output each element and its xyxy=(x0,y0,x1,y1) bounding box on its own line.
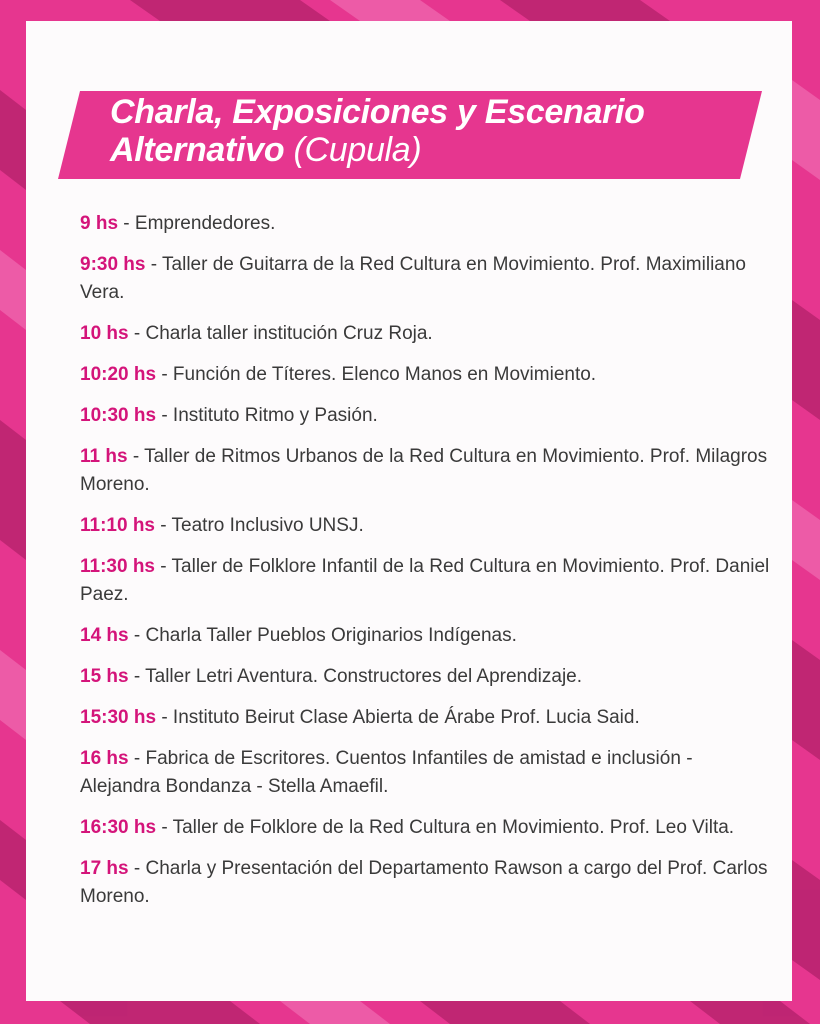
schedule-item xyxy=(80,402,770,430)
schedule-item xyxy=(80,553,770,609)
schedule-time: 16 hs xyxy=(80,748,129,769)
title-light: (Cupula) xyxy=(293,131,422,169)
schedule-item xyxy=(80,622,770,650)
schedule-item xyxy=(80,814,770,842)
schedule-time: 15:30 hs xyxy=(80,707,157,728)
schedule-item xyxy=(80,855,770,911)
schedule-time: 16:30 hs xyxy=(80,817,157,838)
schedule-description: - Taller de Folklore Infantil de la Red Cultura en Movimiento. Prof. Daniel Paez. xyxy=(80,556,770,605)
schedule-time: 17 hs xyxy=(80,858,129,879)
schedule-item xyxy=(80,320,770,348)
schedule-time: 10 hs xyxy=(80,323,129,344)
schedule-description: - Función de Títeres. Elenco Manos en Movimiento. xyxy=(156,364,597,385)
schedule-description: - Taller de Ritmos Urbanos de la Red Cultura en Movimiento. Prof. Milagros Moreno. xyxy=(80,446,768,495)
schedule-description: - Taller Letri Aventura. Constructores del Aprendizaje. xyxy=(128,666,583,687)
schedule-item xyxy=(80,443,770,499)
schedule-description: - Emprendedores. xyxy=(118,213,276,234)
schedule-description: - Fabrica de Escritores. Cuentos Infantiles de amistad e inclusión - Alejandra Bondanza - Stella Amaefil. xyxy=(80,748,693,797)
schedule-description: - Charla y Presentación del Departamento Rawson a cargo del Prof. Carlos Moreno. xyxy=(80,858,768,907)
schedule-time: 10:30 hs xyxy=(80,405,157,426)
schedule-time: 15 hs xyxy=(80,666,129,687)
schedule-item xyxy=(80,210,770,238)
schedule-time: 14 hs xyxy=(80,625,129,646)
schedule-item xyxy=(80,704,770,732)
schedule-item xyxy=(80,512,770,540)
schedule-time: 9 hs xyxy=(80,213,119,234)
title-bold: Charla, Exposiciones y Escenario Alternativo xyxy=(110,93,645,169)
schedule-item xyxy=(80,663,770,691)
schedule-description: - Taller de Guitarra de la Red Cultura en Movimiento. Prof. Maximiliano Vera. xyxy=(80,254,746,303)
page-title xyxy=(110,93,750,169)
schedule-time: 11:30 hs xyxy=(80,556,155,577)
schedule-description: - Charla taller institución Cruz Roja. xyxy=(128,323,433,344)
schedule-time: 10:20 hs xyxy=(80,364,157,385)
schedule-item xyxy=(80,251,770,307)
schedule-time: 11:10 hs xyxy=(80,515,155,536)
schedule-item xyxy=(80,745,770,801)
schedule-description: - Taller de Folklore de la Red Cultura en Movimiento. Prof. Leo Vilta. xyxy=(156,817,735,838)
schedule-item xyxy=(80,361,770,389)
title-banner xyxy=(58,91,762,179)
schedule-description: - Charla Taller Pueblos Originarios Indígenas. xyxy=(128,625,517,646)
schedule-list xyxy=(80,210,770,924)
schedule-time: 11 hs xyxy=(80,446,128,467)
schedule-description: - Instituto Ritmo y Pasión. xyxy=(156,405,378,426)
schedule-description: - Instituto Beirut Clase Abierta de Árabe Prof. Lucia Said. xyxy=(156,707,640,728)
schedule-description: - Teatro Inclusivo UNSJ. xyxy=(155,515,364,536)
schedule-time: 9:30 hs xyxy=(80,254,146,275)
